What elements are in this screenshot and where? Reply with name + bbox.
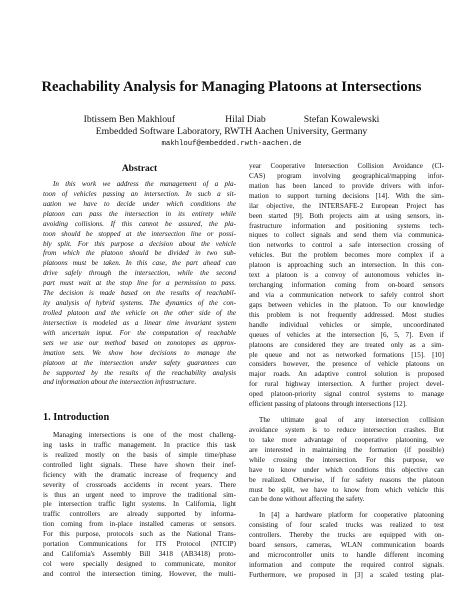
paragraph <box>249 416 444 505</box>
text-line: while crossing the intersection. For this purpose, we <box>249 455 444 464</box>
text-line: year Cooperative Intersection Collision Avoidance (CI- <box>249 162 444 170</box>
text-line: and California's Assembly Bill 3418 (AB3418) proto- <box>43 550 236 559</box>
text-line: ple intersection traffic light systems. In California, light <box>43 500 236 509</box>
text-line: board sensors, cameras, WLAN communication boards <box>249 541 444 550</box>
text-line: and via a communication network to safely control short <box>249 290 444 299</box>
text-line: ity analysis of hybrid systems. The dynamics of the con- <box>43 299 236 308</box>
text-line: toon of vehicles passing an intersection. In such a sit- <box>43 189 236 198</box>
text-line: been started [9]. Both projects aim at using sensors, in- <box>249 211 444 220</box>
text-line: toon should be stopped at the intersection line or possi- <box>43 229 236 238</box>
text-line: avoidance system is to reduce intersection crashes. But <box>249 425 444 434</box>
text-line: trolled platoon and the vehicle on the other side of the <box>43 308 236 317</box>
text-line: handle individual vehicles or simple, uncoordinated <box>249 320 444 329</box>
paper-title: Reachability Analysis for Managing Platoons at Intersections <box>41 79 422 95</box>
text-line: platoons are considered they are treated only as a sim- <box>249 340 444 349</box>
text-line: major roads. An adaptive control solution is proposed <box>249 370 444 379</box>
text-line: ficiency with the dramatic increase of frequency and <box>43 470 236 479</box>
text-line: for rural highway intersection. A further project devel- <box>249 380 444 389</box>
text-line: ilar objective, the INTERSAFE-2 European Project has <box>249 201 444 210</box>
text-line: platoon is approaching such an intersection. In this con- <box>249 261 444 270</box>
text-line: mation has been lanced to provide drivers with infor- <box>249 181 444 190</box>
text-line: drive safely through the intersection, while the second <box>43 269 236 278</box>
text-line: In [4] a hardware platform for cooperative platooning <box>259 511 444 520</box>
text-line: are interested in maintaining the formation (if possible) <box>249 445 444 454</box>
text-line: controllers. Thereby the trucks are equipped with on- <box>249 531 444 540</box>
text-line: vehicles. But the problem becomes more complex if a <box>249 251 444 260</box>
text-line: platoons must be taken. In this case, the part ahead can <box>43 259 236 268</box>
text-line: tion coming from in-place installed cameras or sensors. <box>43 520 236 529</box>
text-line: uation we have to decide under which conditions the <box>43 199 236 208</box>
text-line: ple queue and not as networked formations [15]. [10] <box>249 350 444 359</box>
text-line: this problem is not frequently addressed. Most studies <box>249 310 444 319</box>
text-line: with uncertain input. For the computation of reachable <box>43 328 236 337</box>
text-line: niques to collect signals and send them via communica- <box>249 231 444 240</box>
contact-email: makhlouf@embedded.rwth-aachen.de <box>161 140 302 148</box>
text-line: The decision is made based on the results of reachabil- <box>43 289 236 298</box>
text-line: CAS) program involving geographical/mapping infor- <box>249 171 444 180</box>
text-line: tion networks to control a safe intersection crossing of <box>249 241 444 250</box>
text-line: In this work we address the management of a pla- <box>53 180 236 188</box>
text-line: mation to support turning decisions [14]. With the sim- <box>249 191 444 200</box>
text-line: platoon can pass the intersection in its entirety while <box>43 209 236 218</box>
text-line: Furthermore, we proposed in [3] a scaled testing plat- <box>249 570 444 579</box>
author-name: Ibtissem Ben Makhlouf <box>83 114 176 125</box>
text-line: have to know under which conditions this objective can <box>249 465 444 474</box>
introduction-heading: 1. Introduction <box>43 412 110 423</box>
paragraph <box>249 162 444 410</box>
text-line: controlled light signals. These have shown their inef- <box>43 460 236 469</box>
text-line: frastructure information and positioning systems tech- <box>249 221 444 230</box>
text-line: imation sets. We show how decisions to manage the <box>43 348 236 357</box>
text-line: consisting of four scaled trucks was realized to test <box>249 521 444 530</box>
text-line: queues of vehicles at the intersection [6, 5, 7]. Even if <box>249 330 444 339</box>
text-line: be supported by the results of the reachability analysis <box>43 368 236 377</box>
text-line: is thus an urgent need to improve the traditional sim- <box>43 490 236 499</box>
text-line: and microcontroller units to handle different incoming <box>249 551 444 560</box>
text-line: is realized mostly on the basis of simple time/phase <box>43 450 236 459</box>
text-line: and control the intersection timing. However, the multi- <box>43 569 236 578</box>
text-line: platoon at the intersection under safety guarantees can <box>43 358 236 367</box>
text-line: to take more advantage of cooperative platooning, we <box>249 435 444 444</box>
text-line: For this purpose, protocols such as the National Trans- <box>43 530 236 539</box>
introduction-body <box>43 431 236 580</box>
text-line: text a platoon is a convoy of autonomous vehicles in- <box>249 271 444 280</box>
text-line: sets we use our method based on zonotopes as approx- <box>43 338 236 347</box>
text-line: efficient passing of platoons through intersections [12]. <box>249 400 407 409</box>
text-line: gaps between vehicles in the platoon. To our knowledge <box>249 300 444 309</box>
text-line: Managing intersections is one of the most challeng- <box>53 431 236 439</box>
author-name: Hilal Diab <box>225 114 266 125</box>
author-list <box>0 114 463 125</box>
right-column-body <box>249 162 444 581</box>
abstract-body <box>43 180 236 388</box>
text-line: intersection is modeled as a linear time invariant system <box>43 318 236 327</box>
text-line: can be done without affecting the safety. <box>249 495 365 504</box>
text-line: oped platoon-priority signal control systems to manage <box>249 390 444 399</box>
text-line: terchanging information coming from on-board sensors <box>249 281 444 290</box>
text-line: traffic controllers are already supported by informa- <box>43 510 236 519</box>
affiliation: Embedded Software Laboratory, RWTH Aachen University, Germany <box>95 126 368 137</box>
text-line: portation Communications for ITS Protocol (NTCIP) <box>43 540 236 549</box>
abstract-heading: Abstract <box>121 164 158 174</box>
text-line: and information about the intersection infrastructure. <box>43 378 197 387</box>
author-name: Stefan Kowalewski <box>303 114 380 125</box>
text-line: ing tasks in traffic management. In practice this task <box>43 440 236 449</box>
text-line: from which the platoon should be divided in two sub- <box>43 249 236 258</box>
text-line: col were specially designed to communicate, monitor <box>43 559 236 568</box>
paragraph <box>249 511 444 580</box>
text-line: bly split. For this purpose a decision about the vehicle <box>43 239 236 248</box>
text-line: considers however, the presence of vehicle platoons on <box>249 360 444 369</box>
text-line: be realized. Otherwise, if for safety reasons the platoon <box>249 475 444 484</box>
text-line: severity of crossroads accidents in recent years. There <box>43 480 236 489</box>
text-line: must be split, we have to know from which vehicle this <box>249 485 444 494</box>
text-line: information and compute the required control signals. <box>249 560 444 569</box>
text-line: avoiding collisions. If this cannot be assured, the pla- <box>43 219 236 228</box>
text-line: part must wait at the stop line for a permission to pass. <box>43 279 236 288</box>
text-line: The ultimate goal of any intersection collision <box>259 416 444 425</box>
